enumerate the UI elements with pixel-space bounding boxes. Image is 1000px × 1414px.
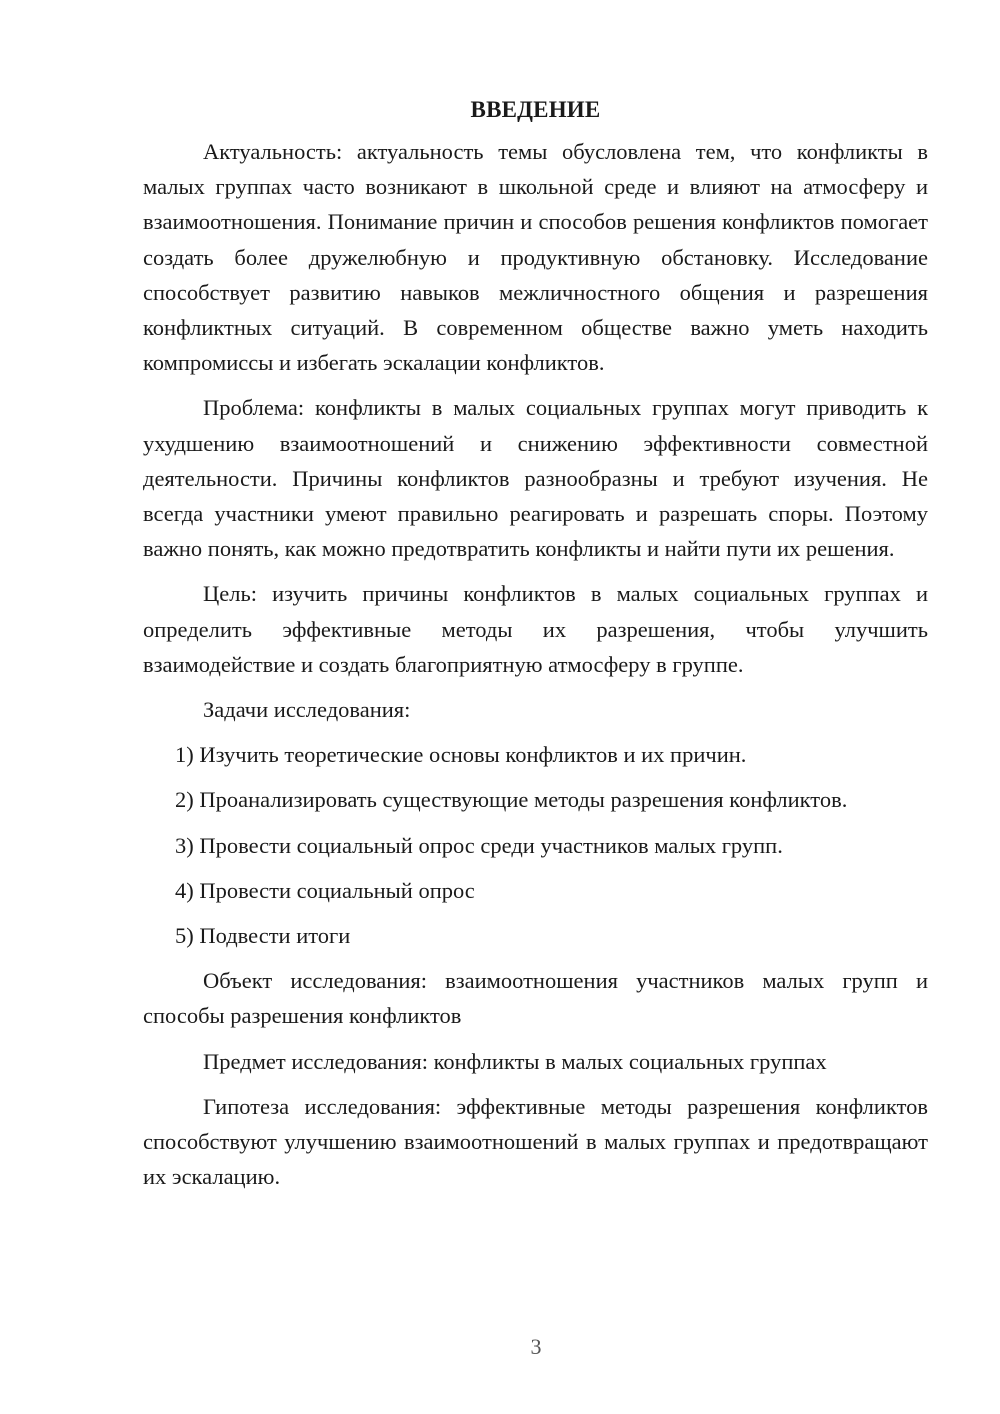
task-item: 1) Изучить теоретические основы конфликтов и их причин. (175, 742, 747, 768)
tasks-label: Задачи исследования: (203, 697, 411, 723)
task-item: 3) Провести социальный опрос среди участников малых групп. (175, 832, 783, 858)
hypothesis-paragraph: Гипотеза исследования: эффективные методы разрешения конфликтов способствуют улучшению взаимоотношений в малых группах и предотвращают их эскалацию. (143, 1093, 928, 1190)
page-number: 3 (530, 1334, 542, 1359)
task-item: 2) Проанализировать существующие методы разрешения конфликтов. (175, 787, 848, 813)
task-item: 4) Провести социальный опрос (175, 877, 475, 903)
document-page (143, 88, 928, 1204)
subject-paragraph: Предмет исследования: конфликты в малых социальных группах (203, 1048, 827, 1074)
relevance-paragraph: Актуальность: актуальность темы обусловлена тем, что конфликты в малых группах часто возникают в школьной среде и влияют на атмосферу и взаимоотношения. Понимание причин и способов решения конфликтов помогает создать более дружелюбную и продуктивную обстановку. Исследование способствует развитию навыков межличностного общения и разрешения конфликтных ситуаций. В современном обществе важно уметь находить компромиссы и избегать эскалации конфликтов. (143, 139, 928, 376)
tasks-list (143, 737, 928, 953)
section-heading: ВВЕДЕНИЕ (470, 97, 601, 122)
task-item: 5) Подвести итоги (175, 923, 351, 949)
problem-paragraph: Проблема: конфликты в малых социальных группах могут приводить к ухудшению взаимоотношений и снижению эффективности совместной деятельности. Причины конфликтов разнообразны и требуют изучения. Не всегда участники умеют правильно реагировать и разрешать споры. Поэтому важно понять, как можно предотвратить конфликты и найти пути их решения. (143, 395, 928, 562)
object-paragraph: Объект исследования: взаимоотношения участников малых групп и способы разрешения конфликтов (143, 968, 928, 1029)
goal-paragraph: Цель: изучить причины конфликтов в малых социальных группах и определить эффективные методы их разрешения, чтобы улучшить взаимодействие и создать благоприятную атмосферу в группе. (143, 581, 928, 677)
